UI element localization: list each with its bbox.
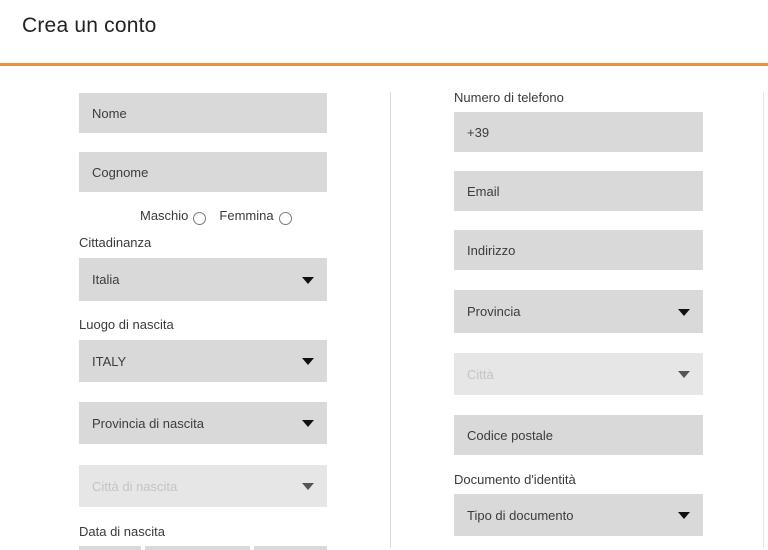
birth-year-select[interactable] [254, 546, 327, 550]
indirizzo-input[interactable] [454, 230, 703, 270]
cittadinanza-value: Italia [92, 272, 120, 287]
gender-radio-group [140, 208, 292, 223]
cittadinanza-select[interactable] [79, 258, 327, 301]
citta-select[interactable] [454, 353, 703, 395]
cognome-placeholder: Cognome [92, 164, 149, 180]
header-accent-divider [0, 63, 768, 66]
chevron-down-icon [678, 371, 690, 378]
female-radio[interactable] [279, 212, 292, 225]
telefono-label: Numero di telefono [454, 90, 564, 105]
chevron-down-icon [302, 420, 314, 427]
male-label: Maschio [140, 208, 189, 223]
chevron-down-icon [302, 277, 314, 284]
provincia-value: Provincia [467, 304, 521, 319]
data-nascita-label: Data di nascita [79, 524, 165, 539]
telefono-input[interactable] [454, 112, 703, 152]
telefono-value: +39 [467, 124, 490, 140]
provincia-nascita-select[interactable] [79, 402, 327, 444]
page-title: Crea un conto [22, 14, 157, 37]
birth-month-select[interactable] [145, 546, 250, 550]
column-divider [390, 92, 391, 548]
provincia-select[interactable] [454, 290, 703, 333]
female-label: Femmina [219, 208, 274, 223]
cittadinanza-label: Cittadinanza [79, 235, 152, 250]
documento-label: Documento d'identità [454, 472, 576, 487]
male-radio[interactable] [193, 212, 206, 225]
right-edge-divider [763, 92, 764, 548]
nome-input[interactable] [79, 93, 327, 133]
chevron-down-icon [678, 309, 690, 316]
email-placeholder: Email [467, 183, 500, 199]
codice-postale-placeholder: Codice postale [467, 427, 553, 443]
provincia-nascita-value: Provincia di nascita [92, 415, 204, 431]
cognome-input[interactable] [79, 152, 327, 192]
codice-postale-input[interactable] [454, 415, 703, 455]
luogo-nascita-label: Luogo di nascita [79, 317, 174, 332]
chevron-down-icon [302, 358, 314, 365]
citta-nascita-select[interactable] [79, 465, 327, 507]
documento-value: Tipo di documento [467, 507, 574, 523]
chevron-down-icon [302, 483, 314, 490]
luogo-nascita-value: ITALY [92, 353, 127, 369]
nome-placeholder: Nome [92, 105, 127, 121]
birth-day-select[interactable] [79, 546, 141, 550]
documento-select[interactable] [454, 494, 703, 536]
citta-placeholder: Città [467, 366, 494, 382]
indirizzo-placeholder: Indirizzo [467, 242, 516, 258]
chevron-down-icon [678, 512, 690, 519]
citta-nascita-placeholder: Città di nascita [92, 478, 178, 494]
luogo-nascita-select[interactable] [79, 340, 327, 382]
email-input[interactable] [454, 171, 703, 211]
